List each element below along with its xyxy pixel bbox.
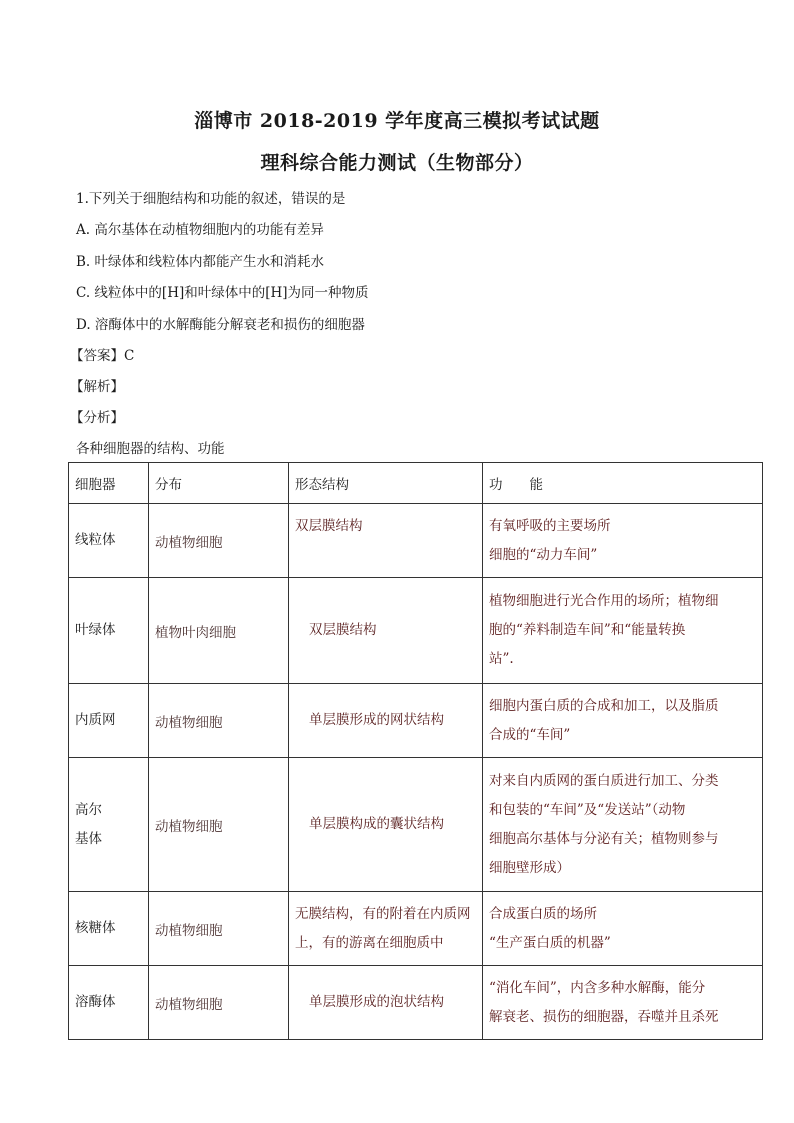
organelle-name: 内质网 (69, 684, 149, 758)
option-b: B. 叶绿体和线粒体内都能产生水和消耗水 (76, 254, 325, 270)
organelle-name: 核糖体 (69, 892, 149, 966)
table-row (69, 684, 763, 758)
header-organelle: 细胞器 (69, 463, 149, 504)
option-d: D. 溶酶体中的水解酶能分解衰老和损伤的细胞器 (76, 317, 365, 333)
table-row (69, 578, 763, 684)
table-row (69, 892, 763, 966)
organelle-distribution: 动植物细胞 (149, 966, 289, 1040)
organelle-distribution: 动植物细胞 (149, 758, 289, 892)
table-row (69, 966, 763, 1040)
organelle-structure: 双层膜结构 (289, 578, 483, 684)
organelle-structure: 单层膜形成的网状结构 (289, 684, 483, 758)
organelle-distribution: 植物叶肉细胞 (149, 578, 289, 684)
organelle-name: 溶酶体 (69, 966, 149, 1040)
organelle-function: 细胞内蛋白质的合成和加工，以及脂质 合成的“车间” (483, 684, 763, 758)
header-distribution: 分布 (149, 463, 289, 504)
organelle-function: 合成蛋白质的场所 “生产蛋白质的机器” (483, 892, 763, 966)
option-c: C. 线粒体中的[H]和叶绿体中的[H]为同一种物质 (76, 285, 369, 301)
organelle-distribution: 动植物细胞 (149, 892, 289, 966)
document-title: 淄博市 2018-2019 学年度高三模拟考试试题 (194, 110, 600, 132)
option-a: A. 高尔基体在动植物细胞内的功能有差异 (76, 222, 324, 238)
question-stem: 1.下列关于细胞结构和功能的叙述，错误的是 (76, 191, 346, 207)
organelle-function: 植物细胞进行光合作用的场所；植物细 胞的“养料制造车间”和“能量转换 站”. (483, 578, 763, 684)
organelle-distribution: 动植物细胞 (149, 684, 289, 758)
organelle-structure: 无膜结构，有的附着在内质网 上，有的游离在细胞质中 (289, 892, 483, 966)
header-structure: 形态结构 (289, 463, 483, 504)
organelle-function: “消化车间”，内含多种水解酶，能分 解衰老、损伤的细胞器，吞噬并且杀死 (483, 966, 763, 1040)
table-header-row (69, 463, 763, 504)
answer-label: 【答案】C (70, 348, 135, 364)
organelle-structure: 双层膜结构 (289, 504, 483, 578)
organelle-structure: 单层膜形成的泡状结构 (289, 966, 483, 1040)
organelle-distribution: 动植物细胞 (149, 504, 289, 578)
organelle-function: 有氧呼吸的主要场所 细胞的“动力车间” (483, 504, 763, 578)
table-row (69, 758, 763, 892)
organelle-function: 对来自内质网的蛋白质进行加工、分类 和包装的“车间”及“发送站”（动物 细胞高尔基体与分泌有关；植物则参与 细胞壁形成） (483, 758, 763, 892)
organelle-structure: 单层膜构成的囊状结构 (289, 758, 483, 892)
organelle-name: 叶绿体 (69, 578, 149, 684)
analysis-label: 【解析】 (70, 379, 124, 395)
table-row (69, 504, 763, 578)
fenxi-label: 【分析】 (70, 410, 124, 426)
header-function: 功 能 (483, 463, 763, 504)
organelle-name: 线粒体 (69, 504, 149, 578)
document-subtitle: 理科综合能力测试（生物部分） (260, 152, 534, 174)
organelle-name: 高尔 基体 (69, 758, 149, 892)
organelle-table (68, 462, 763, 1040)
table-caption: 各种细胞器的结构、功能 (76, 441, 225, 457)
